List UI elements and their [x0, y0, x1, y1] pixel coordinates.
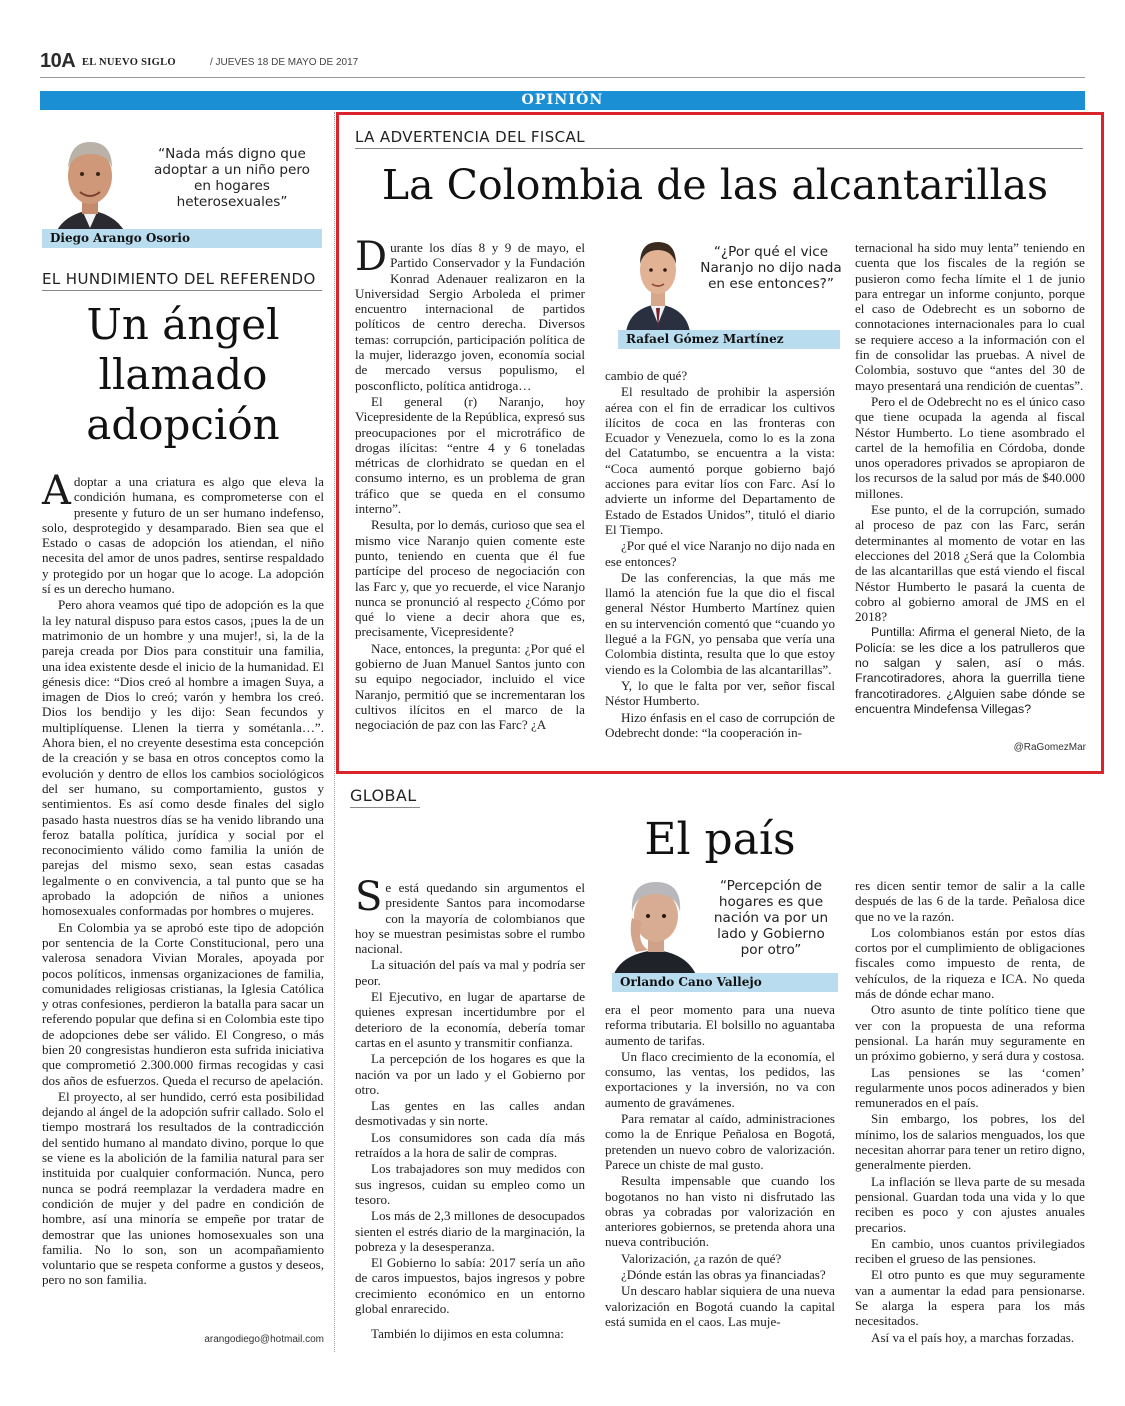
paragraph: Se está quedando sin argumentos el presidente Santos para incomodarse con la mayoría de colombianos que hoy se muestran pesimistas sobre el rumbo nacional. [355, 874, 585, 957]
paragraph: La percepción de los hogares es que la nación va por un lado y el Gobierno por otro. [355, 1051, 585, 1097]
headline-line: adopción [86, 400, 280, 449]
page-number: 10A [40, 50, 76, 72]
paragraph: Los más de 2,3 millones de desocupados sienten el estrés diario de la marginación, la pobreza y la desesperanza. [355, 1208, 585, 1254]
article-column-1 [355, 874, 585, 1343]
article-column-3 [855, 878, 1085, 1346]
paragraph: Los colombianos están por estos días cortos por el cumplimiento de obligaciones fiscales como impuesto de renta, de vehículos, de la riqueza e ICA. No queda más de dónde echar mano. [855, 924, 1085, 1002]
author-photo-rafael [622, 228, 694, 332]
article-column-1 [355, 234, 585, 734]
paragraph: La situación del país va mal y podría ser peor. [355, 957, 585, 988]
publication-date: / JUEVES 18 DE MAYO DE 2017 [210, 57, 359, 68]
paragraph: ¿Dónde están las obras ya financiadas? [621, 1267, 826, 1283]
paragraph: El general (r) Naranjo, hoy Vicepresidente de la República, expresó sus preocupaciones por el microtráfico de drogas ilícitas: “entre 4 y 6 toneladas métricas de clorhidrato se quedan en el consumo interno, es un problema de gran tráfico que se queda en el consumo interno”. [355, 393, 585, 517]
article-kicker: LA ADVERTENCIA DEL FISCAL [355, 128, 1083, 149]
article-headline: La Colombia de las alcantarillas [381, 161, 1049, 209]
author-photo-orlando [606, 872, 704, 980]
author-byline: Rafael Gómez Martínez [618, 330, 840, 349]
author-byline: Diego Arango Osorio [42, 229, 322, 248]
author-twitter-handle[interactable]: @RaGomezMar [1013, 742, 1086, 753]
pull-quote: “Percepción de hogares es que nación va por un lado y Gobierno por otro” [713, 878, 829, 958]
paragraph: En Colombia ya se aprobó este tipo de adopción por sentencia de la Corte Constitucional, pero una valerosa senadora Vivian Morales, apoyada por pocos políticos, inmensas organizaciones de familia, comunidades religiosas cristianas, la Iglesia Católica y otras confesiones, perdieron la batalla para sacar un referendo popular que defina si en Colombia este tipo de adopciones debe ser válido. El Congreso, o más bien 20 congresistas hundieron esta sufrida iniciativa que comprometió 2.300.000 firmas recogidas y casi dos años de esfuerzos. Queda el recurso de apelación. [42, 919, 324, 1088]
paragraph: Las pensiones se las ‘comen’ regularmente unos pocos adinerados y bien remunerados en el país. [855, 1064, 1085, 1111]
article-body [42, 468, 324, 1289]
paragraph: El resultado de prohibir la aspersión aérea con el fin de erradicar los cultivos ilícitos de coca en las fronteras con Ecuador y Venezuela, como lo es la zona del Catatumbo, se encuentra a la vista: “Coca aumentó porque gobierno bajó acciones para evitar líos con Farc. Así lo advierte un informe del Departamento de Estado de Estados Unidos”, tituló el diario El Tiempo. [605, 384, 835, 537]
paragraph: Resulta impensable que cuando los bogotanos no han visto ni disfrutado las obras ya cobradas por valorización en anteriores gobiernos, se pretenda ahora una nueva contribución. [605, 1173, 835, 1250]
headline-line: llamado [98, 350, 268, 399]
left-article [40, 112, 326, 1352]
drop-cap: D [355, 234, 388, 280]
paragraph: era el peor momento para una nueva reforma tributaria. El bolsillo no aguantaba aumento de tarifas. [605, 1002, 835, 1048]
paragraph: El Ejecutivo, en lugar de apartarse de quienes expresan incertidumbre por el deterioro de la economía, debería tomar cartas en el asunto y transmitir confianza. [355, 989, 585, 1050]
author-portrait-image [606, 872, 704, 980]
paragraph: Ese punto, el de la corrupción, sumado al proceso de paz con las Farc, serán determinantes al momento de votar en las elecciones del 2018 ¿Será que la Colombia de las alcantarillas que está viendo el fiscal Néstor Humberto le pasará la cuenta de cobro al gobierno amoral de JMS en el 2018? [855, 502, 1085, 625]
article-headline: El país [644, 814, 796, 865]
article-column-2 [605, 1002, 835, 1330]
article-column-2 [605, 368, 835, 741]
paragraph: De las conferencias, la que más me llamó la atención fue la que dio el fiscal general Néstor Humberto Martínez quien en su intervención comentó que “cuando yo llegué a la FGN, yo pensaba que vería una Colombia distinta, resulta que lo que estoy viendo es la Colombia de las alcantarillas”. [605, 569, 835, 677]
author-email[interactable]: arangodiego@hotmail.com [204, 1334, 324, 1345]
paragraph: res dicen sentir temor de salir a la calle después de las 6 de la tarde. Peñalosa dice que no ve la razón. [855, 878, 1085, 924]
section-bar [40, 91, 1085, 110]
column-divider [334, 112, 335, 1352]
paragraph: Los consumidores son cada día más retraídos a la hora de salir de compras. [355, 1129, 585, 1161]
paragraph: Otro asunto de tinte político tiene que ver con la propuesta de una reforma pensional. La harán muy seguramente en un próximo gobierno, y será dura y costosa. [855, 1002, 1085, 1064]
section-title: OPINIÓN [521, 92, 604, 108]
article-kicker: EL HUNDIMIENTO DEL REFERENDO [42, 270, 322, 291]
paragraph: cambio de qué? [605, 368, 688, 383]
paragraph: El proyecto, al ser hundido, cerró esta posibilidad dejando al ángel de la adopción sufrir callado. Solo el tiempo mostrará los resultados de la contradicción del sentido humano al mandato divino, porque lo que se viene es la abolición de la familia natural para ser instituida por cualquier conformación. Nunca, pero nunca se podrá reemplazar la verdadera madre en condición de mujer y del padre en condición de hombre, así una minoría se empeñe por tratar de demostrar que las uniones homosexuales son una familia. No lo son, son un acompañamiento voluntario que se respeta conforme a gustos y deseos, pero no son familia. [42, 1088, 324, 1288]
paragraph: También lo dijimos en esta columna: [371, 1326, 564, 1342]
drop-cap: A [42, 468, 71, 514]
paragraph: Pero ahora veamos qué tipo de adopción es la que la ley natural dispuso para estos casos, ¡pues la de un matrimonio de un hombre y una mujer!, si, la de la pareja creada por Dios para constituir una familia, una idea existente desde el inicio de la humanidad. El génesis dice: “Dios creó al hombre a imagen Suya, a imagen de Dios lo creó; varón y hembra los creó. Dios los bendijo y les dijo: Sean fecundos y multiplíquense. Llenen la tierra y sométanla…”. Ahora bien, el no creyente desestima esta concepción de la creación y se basa en otros conceptos como la evolución y dentro de ellos los cambios sociológicos del ser humano, su comportamiento, gustos y sentimientos. Es así como desde finales del siglo pasado hasta nuestros días se ha venido librando una feroz batalla política, jurídica y social por el reconocimiento válido como familia la unión de parejas del mismo sexo, sean estas casadas legalmente o en convivencia, a tal punto que se ha aprobado la adopción de niños a uniones homosexuales conformadas por hombres o mujeres. [42, 597, 324, 919]
paragraph: Así va el país hoy, a marchas forzadas. [871, 1329, 1075, 1345]
headline-line: Un ángel [86, 300, 280, 349]
paragraph: Sin embargo, los pobres, los del mínimo, los de salarios menguados, los que necesitan ahorrar para tener un retiro digno, generalmente pierden. [855, 1111, 1085, 1173]
paragraph: Valorización, ¿a razón de qué? [621, 1250, 782, 1266]
drop-cap: S [355, 874, 383, 920]
paragraph: La inflación se lleva parte de su mesada pensional. Guardan toda una vida y lo que reciben es poco y con ajustes anuales precarios. [855, 1173, 1085, 1235]
masthead [40, 48, 1085, 78]
paragraph: Pero el de Odebrecht no es el único caso que tiene ocupada la agenda al fiscal Néstor Humberto. Lo tiene asombrado el cartel de la hemofilia en Córdoba, donde unos operadores privados se apropiaron de los recursos de la salud por más de $40.000 millones. [855, 393, 1085, 501]
paragraph: Para rematar al caído, administraciones como la de Enrique Peñalosa en Bogotá, pretenden un nuevo cobro de valorización. Parece un chiste de mal gusto. [605, 1111, 835, 1172]
article-headline [40, 300, 326, 450]
paragraph: Resulta, por lo demás, curioso que sea el mismo vice Naranjo quien comente este punto, teniendo en cuenta que él fue partícipe del proceso de negociación con las Farc y, que yo recuerde, el vice Naranjo nunca se pronunció al respecto ¿Cómo por qué lo viene a decir ahora que es, precisamente, Vicepresidente? [355, 517, 585, 640]
paragraph: El otro punto es que muy seguramente van a aumentar la edad para pensionarse. Se alarga la espera para los más necesitados. [855, 1267, 1085, 1329]
paragraph: Hizo énfasis en el caso de corrupción de Odebrecht donde: “la cooperación in- [605, 709, 835, 740]
author-byline: Orlando Cano Vallejo [612, 973, 838, 992]
pull-quote: “Nada más digno que adoptar a un niño pero en hogares heterosexuales” [154, 146, 310, 210]
publication-name: EL NUEVO SIGLO [82, 57, 176, 68]
paragraph: Adoptar a una criatura es algo que eleva la condición humana, es comprometerse con el presente y futuro de un ser humano indefenso, solo, desprotegido y desamparado. Bien sea que el Estado o casas de adopción los atiendan, el niño necesita del amor de unos padres, sentirse respaldado y protegido por un hogar que lo acoge. La adopción sí es un derecho humano. [42, 468, 324, 597]
article-column-3 [855, 240, 1085, 718]
paragraph: Nace, entonces, la pregunta: ¿Por qué el gobierno de Juan Manuel Santos junto con su equipo negociador, incluido el vice Naranjo, permitió que se incrementaran los cultivos ilícitos en el marco de la negociación de paz con las Farc? ¿A [355, 640, 585, 733]
pull-quote: “¿Por qué el vice Naranjo no dijo nada en ese entonces?” [700, 244, 842, 292]
paragraph: Puntilla: Afirma el general Nieto, de la Policía: se les dice a los patrulleros que no salgan y salen, así o más. Francotiradores, ahora la guerrilla tiene francotiradores. ¿Alguien sabe dónde se encuentra Mindefensa Villegas? [855, 625, 1085, 716]
paragraph: Un descaro hablar siquiera de una nueva valorización en Bogotá cuando la capital está sumida en el caos. Las muje- [605, 1283, 835, 1329]
paragraph: ternacional ha sido muy lenta” teniendo en cuenta que los fiscales de la región se pusieron como fecha límite el 1 de junio para entregar un informe conjunto, porque el caso de Odebrecht es un soborno de connotaciones internacionales para lo cual se requiere acceso a la información con el fin de consolidar las pruebas. A nivel de Colombia, sostuvo que “antes del 30 de mayo presentará una rendición de cuentas”. [855, 240, 1085, 393]
paragraph: El Gobierno lo sabía: 2017 sería un año de caros impuestos, bajos ingresos y pobre crecimiento económico en un entorno global enrarecido. [355, 1255, 585, 1317]
paragraph: En cambio, unos cuantos privilegiados reciben el grueso de las pensiones. [855, 1235, 1085, 1267]
author-portrait-image [622, 228, 694, 332]
paragraph: Durante los días 8 y 9 de mayo, el Partido Conservador y la Fundación Konrad Adenauer realizaron en la Universidad Sergio Arboleda el primer encuentro internacional de partidos políticos de centro derecha. Diversos temas: corrupción, participación política de la mujer, liderazgo joven, economía social de mercado versus populismo, el posconflicto, política antidroga… [355, 234, 585, 393]
paragraph: Y, lo que le falta por ver, señor fiscal Néstor Humberto. [605, 677, 835, 709]
paragraph: Las gentes en las calles andan desmotivadas y sin norte. [355, 1098, 585, 1129]
paragraph: ¿Por qué el vice Naranjo no dijo nada en ese entonces? [605, 538, 835, 569]
paragraph: Un flaco crecimiento de la economía, el consumo, las ventas, los pedidos, las exportaciones y la inversión, no va con aumento de gravámenes. [605, 1048, 835, 1110]
article-kicker: GLOBAL [350, 786, 420, 808]
paragraph: Los trabajadores son muy medidos con sus ingresos, cuidan su empleo como un tesoro. [355, 1161, 585, 1207]
